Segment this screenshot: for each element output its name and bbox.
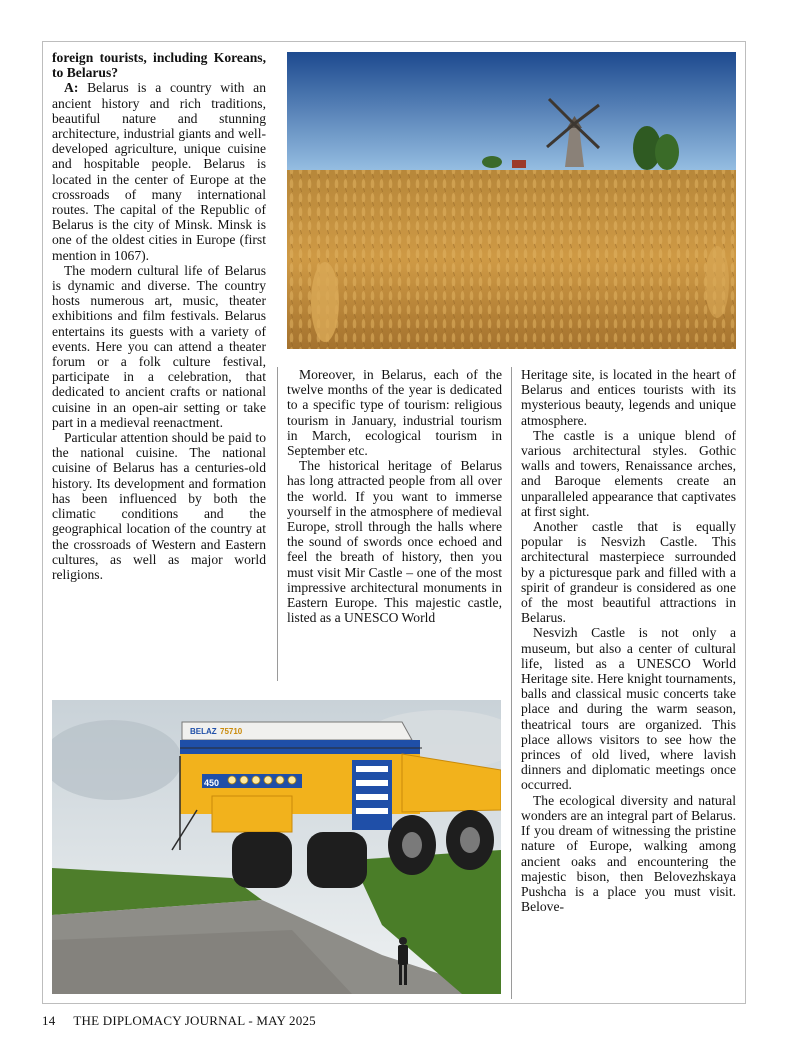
- page-number: 14: [42, 1013, 56, 1028]
- answer-label: A:: [64, 80, 79, 96]
- paragraph-nesvizh-culture: Nesvizh Castle is not only a museum, but also a center of cultural life, listed as a UNESCO World Heritage site. Here knight tournaments, balls and classical music concerts take place and during the warm season, theatrical tours are organized. This place allows visitors to see how the princes of old lived, where lavish dinners and diplomatic meetings once occurred.: [521, 625, 736, 793]
- column-3: [521, 367, 736, 914]
- paragraph-architecture: The castle is a unique blend of various architectural styles. Gothic walls and towers, Renaissance arches, and Baroque elements create an unparalleled appearance that captivates at first sight.: [521, 427, 736, 519]
- page-footer: [42, 1013, 334, 1029]
- column-1: [52, 50, 266, 582]
- question-text: foreign tourists, including Koreans, to Belarus?: [52, 50, 266, 81]
- paragraph-cuisine: Particular attention should be paid to the national cuisine. The national cuisine of Belarus has a centuries-old history. Its development and formation has been influenced by both the climatic conditions and the geographical location of the country at the crossroads of Western and Eastern cultures, as well as major world religions.: [52, 430, 266, 582]
- paragraph-tourism-months: Moreover, in Belarus, each of the twelve months of the year is dedicated to a specific type of tourism: religious tourism in January, industrial tourism in March, ecological tourism in September etc.: [287, 367, 502, 459]
- truck-side-number: 450: [204, 778, 220, 788]
- paragraph-cultural-life: The modern cultural life of Belarus is dynamic and diverse. The country hosts numerous art, music, theater exhibitions and film festivals. Belarus entertains its guests with a variety of events. Here you can attend a theater forum or a folk culture festival, participate in a celebration, that dedicated to ancient crafts or national cuisine in an open-air setting or take part in a medieval reenactment.: [52, 262, 266, 430]
- column-divider-1: [277, 367, 278, 681]
- paragraph-ecology: The ecological diversity and natural wonders are an integral part of Belarus. If you dream of witnessing the pristine nature of Europe, walking among ancient oaks and encountering the majestic bison, then Belovezhskaya Pushcha is a place you must visit. Belove-: [521, 792, 736, 915]
- belaz-truck-photo: [52, 700, 501, 994]
- truck-brand-text: BELAZ: [190, 727, 217, 736]
- column-divider-2: [511, 367, 512, 999]
- truck-model-text: 75710: [220, 727, 243, 736]
- column-2: [287, 367, 502, 625]
- paragraph-historical-heritage: The historical heritage of Belarus has long attracted people from all over the world. If you want to immerse yourself in the atmosphere of medieval Europe, stroll through the halls where the sound of swords once echoed and feel the breath of history, then you must visit Mir Castle – one of the most impressive architectural monuments in Eastern Europe. This majestic castle, listed as a UNESCO World: [287, 458, 502, 626]
- paragraph-mir-castle-end: Heritage site, is located in the heart of Belarus and entices tourists with its mysterious beauty, legends and unique atmosphere.: [521, 367, 736, 428]
- paragraph-nesvizh-castle: Another castle that is equally popular is Nesvizh Castle. This architectural masterpiece surrounded by a picturesque park and filled with a spirit of grandeur is considered as one of the most beautiful attractions in Belarus.: [521, 519, 736, 626]
- publication-name: THE DIPLOMACY JOURNAL - MAY 2025: [73, 1013, 316, 1028]
- wheat-field-photo: [287, 52, 736, 349]
- answer-paragraph-1: A: Belarus is a country with an ancient history and rich traditions, beautiful nature and stunning architecture, industrial giants and well-developed agriculture, unique cuisine and hospitable people. Belarus is located in the center of Europe at the crossroads of many international routes. The capital of the Republic of Belarus is the city of Minsk. Minsk is one of the oldest cities in Europe (first mention in 1067).: [52, 80, 266, 263]
